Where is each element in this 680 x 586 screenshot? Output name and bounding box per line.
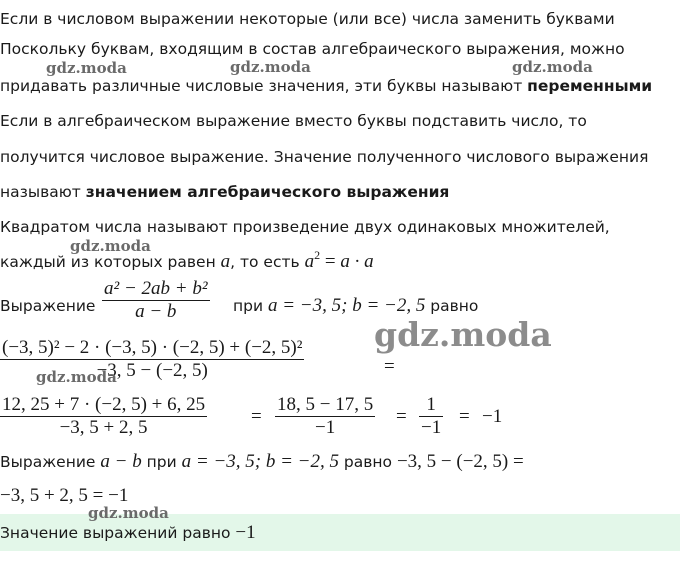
- answer-value: −1: [235, 522, 256, 543]
- equals-sign: =: [384, 356, 395, 377]
- fraction-step-2-denominator: −1: [315, 417, 336, 438]
- text-line-7: Квадратом числа называют произведение двух одинаковых множителей,: [0, 218, 610, 236]
- text-line-11: [0, 452, 524, 472]
- math-a: a: [220, 251, 231, 272]
- text-line-9-label: Выражение: [0, 297, 96, 315]
- fraction-step-2-numerator: 18, 5 − 17, 5: [277, 394, 374, 415]
- text-line-11-label: Выражение: [0, 453, 101, 471]
- text-line-9-when: при: [233, 297, 268, 315]
- math-values: a = −3, 5; b = −2, 5: [181, 451, 339, 472]
- watermark-large: gdz.moda: [374, 315, 552, 354]
- text-line-9-rest: [233, 296, 478, 316]
- watermark: gdz.moda: [70, 237, 151, 255]
- fraction-substituted-denominator: −3, 5 − (−2, 5): [96, 360, 208, 381]
- term-expression-value: значением алгебраического выражения: [85, 183, 450, 201]
- watermark: gdz.moda: [88, 504, 169, 522]
- text-line-8-mid: , то есть: [230, 253, 305, 271]
- term-variables: переменными: [527, 77, 653, 95]
- text-line-11-post: равно: [339, 453, 397, 471]
- math-a2-base: a: [304, 251, 315, 272]
- fraction-step-3-numerator: 1: [426, 394, 436, 415]
- equals-sign: =: [396, 406, 407, 427]
- text-line-8-plain: каждый из которых равен: [0, 253, 221, 271]
- fraction-expression: [102, 278, 210, 323]
- watermark: gdz.moda: [230, 58, 311, 76]
- math-a-minus-b: a − b: [100, 451, 142, 472]
- fraction-step-3: [419, 394, 443, 439]
- fraction-step-2: [275, 394, 375, 439]
- equals-sign: =: [459, 406, 470, 427]
- text-line-11-when: при: [141, 453, 182, 471]
- math-equals: =: [320, 251, 341, 272]
- final-result: −1: [482, 406, 503, 427]
- math-values: a = −3, 5; b = −2, 5: [267, 295, 426, 316]
- text-line-12: −3, 5 + 2, 5 = −1: [0, 485, 129, 506]
- equals-sign: =: [251, 406, 262, 427]
- watermark: gdz.moda: [512, 58, 593, 76]
- fraction-step-1-denominator: −3, 5 + 2, 5: [59, 417, 148, 438]
- text-line-6-plain: называют: [0, 183, 86, 201]
- text-line-2: Поскольку буквам, входящим в состав алгебраического выражения, можно: [0, 40, 625, 58]
- math-a2-exp: 2: [314, 248, 321, 262]
- fraction-step-1-numerator: 12, 25 + 7 · (−2, 5) + 6, 25: [2, 394, 206, 415]
- text-line-3-plain: придавать различные числовые значения, эти буквы называют: [0, 77, 528, 95]
- math-calc: −3, 5 − (−2, 5) =: [396, 451, 524, 472]
- watermark: gdz.moda: [36, 368, 117, 386]
- text-line-1: Если в числовом выражении некоторые (или все) числа заменить буквами: [0, 10, 615, 28]
- text-line-6: [0, 182, 449, 202]
- answer-label: Значение выражений равно: [0, 524, 236, 542]
- fraction-expression-numerator: a² − 2ab + b²: [104, 278, 208, 299]
- fraction-substituted-numerator: (−3, 5)² − 2 · (−3, 5) · (−2, 5) + (−2, 5)²: [2, 337, 303, 358]
- fraction-step-1: [0, 394, 207, 439]
- text-line-9-post: равно: [425, 297, 479, 315]
- answer-line: [0, 523, 256, 543]
- text-line-3: [0, 76, 652, 96]
- watermark: gdz.moda: [46, 59, 127, 77]
- text-line-5: получится числовое выражение. Значение полученного числового выражения: [0, 148, 649, 166]
- fraction-step-3-denominator: −1: [421, 417, 442, 438]
- math-a-times-a: a · a: [340, 251, 374, 272]
- text-line-8: [0, 248, 374, 273]
- text-line-4: Если в алгебраическом выражение вместо буквы подставить число, то: [0, 112, 587, 130]
- fraction-expression-denominator: a − b: [135, 301, 177, 322]
